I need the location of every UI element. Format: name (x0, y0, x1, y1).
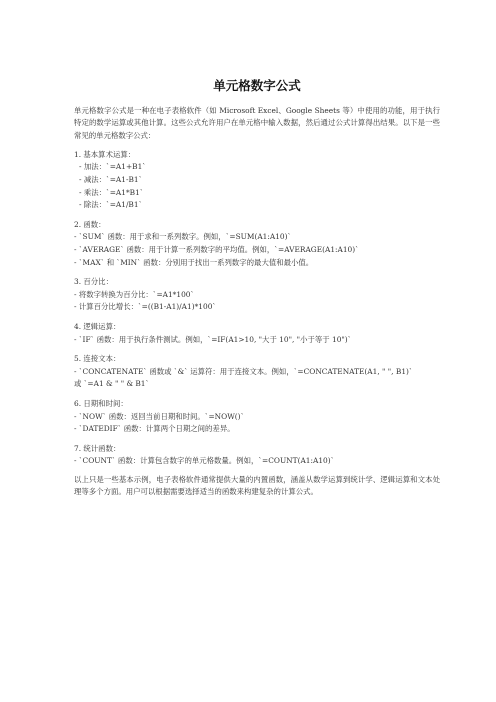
section-heading: 6. 日期和时间： (74, 398, 128, 408)
list-item: - `COUNT` 函数：计算包含数字的单元格数量。例如，`=COUNT(A1:A10)` (74, 456, 335, 466)
section-heading: 1. 基本算术运算： (74, 149, 136, 159)
list-item: - 加法：`=A1+B1` (79, 162, 146, 172)
section-logic (74, 321, 440, 346)
section-text-concat (74, 353, 440, 391)
list-item: - `CONCATENATE` 函数或 `&` 运算符：用于连接文本。例如，`=CONCATENATE(A1, " ", B1)` (74, 366, 413, 376)
list-item: 或 `=A1 & " " & B1` (74, 379, 150, 389)
page-title: 单元格数字公式 (213, 78, 301, 93)
section-date-time (74, 398, 440, 436)
closing-paragraph: 以上只是一些基本示例，电子表格软件通常提供大量的内置函数，涵盖从数学运算到统计学、逻辑运算和文本处理等多个方面。用户可以根据需要选择适当的函数来构建复杂的计算公式。 (74, 474, 440, 497)
intro-paragraph: 单元格数字公式是一种在电子表格软件（如 Microsoft Excel、Google Sheets 等）中使用的功能，用于执行特定的数学运算或其他计算。这些公式允许用户在单元格中输入数据，然后通过公式计算得出结果。以下是一些常见的单元格数字公式： (74, 106, 440, 140)
section-heading: 3. 百分比： (74, 277, 113, 287)
list-item: - 乘法：`=A1*B1` (79, 187, 144, 197)
list-item: - `NOW` 函数：返回当前日期和时间。`=NOW()` (74, 411, 245, 421)
section-statistics (74, 443, 440, 468)
list-item: - `MAX` 和 `MIN` 函数：分别用于找出一系列数字的最大值和最小值。 (74, 257, 314, 267)
section-percentage (74, 276, 440, 314)
list-item: - `SUM` 函数：用于求和一系列数字。例如，`=SUM(A1:A10)` (74, 232, 292, 242)
list-item: - 计算百分比增长：`=((B1-A1)/A1)*100` (74, 302, 217, 312)
section-basic-arithmetic (74, 149, 440, 212)
section-heading: 4. 逻辑运算： (74, 322, 121, 332)
section-heading: 2. 函数： (74, 219, 106, 229)
list-item: - `IF` 函数：用于执行条件测试。例如，`=IF(A1>10, "大于 10", "小于等于 10")` (74, 334, 352, 344)
section-functions (74, 219, 440, 269)
list-item: - 将数字转换为百分比：`=A1*100` (74, 289, 195, 299)
section-heading: 7. 统计函数： (74, 443, 121, 453)
list-item: - `DATEDIF` 函数：计算两个日期之间的差异。 (74, 424, 235, 434)
list-item: - 减法：`=A1-B1` (79, 175, 143, 185)
list-item: - `AVERAGE` 函数：用于计算一系列数字的平均值。例如，`=AVERAGE(A1:A10)` (74, 245, 359, 255)
list-item: - 除法：`=A1/B1` (79, 200, 143, 210)
section-heading: 5. 连接文本： (74, 354, 121, 364)
